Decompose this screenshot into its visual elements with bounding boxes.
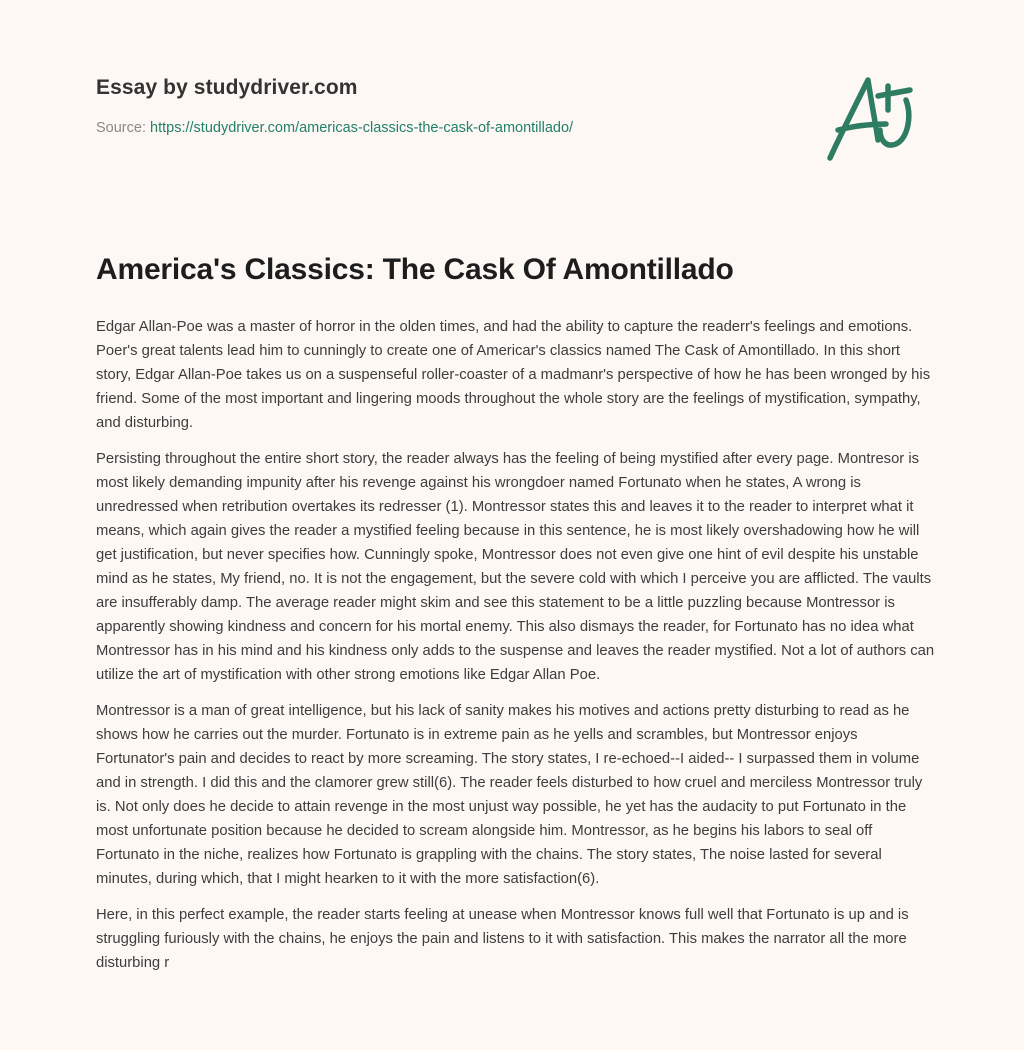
paragraph: Edgar Allan-Poe was a master of horror in the olden times, and had the ability to capture the readerr's feelings and emotions. Poer's great talents lead him to cunningly to create one of Americar's classics named The Cask of Amontillado. In this short story, Edgar Allan-Poe takes us on a suspenseful roller-coaster of a madmanr's perspective of how he has been wronged by his friend. Some of the most important and lingering moods throughout the whole story are the feelings of mystification, sympathy, and disturbing.	[96, 319, 931, 431]
source-line	[96, 120, 796, 136]
paragraph: Here, in this perfect example, the reader starts feeling at unease when Montressor knows full well that Fortunato is up and is struggling furiously with the chains, he enjoys the pain and listens to it with satisfaction. This makes the narrator all the more disturbing r	[96, 907, 909, 971]
source-link[interactable]: https://studydriver.com/americas-classics-the-cask-of-amontillado/	[150, 120, 574, 136]
site-brand: Essay by studydriver.com	[96, 76, 358, 99]
source-label: Source:	[96, 120, 146, 136]
paragraph: Persisting throughout the entire short story, the reader always has the feeling of being mystified after every page. Montresor is most likely demanding impunity after his revenge against his wrongdoer named Fortunato when he states, A wrong is unredressed when retribution overtakes its redresser (1). Montressor states this and leaves it to the reader to interpret what it means, which again gives the reader a mystified feeling because in this sentence, he is most likely overshadowing how he will get justification, but never specifies how. Cunningly spoke, Montressor does not even give one hint of evil despite his unstable mind as he states, My friend, no. It is not the engagement, but the severe cold with which I perceive you are afflicted. The vaults are insufferably damp. The average reader might skim and see this statement to be a little puzzling because Montressor is apparently showing kindness and concern for his mortal enemy. This also dismays the reader, for Fortunato has no idea what Montressor has in his mind and his kindness only adds to the suspense and leaves the reader mystified. Not a lot of authors can utilize the art of mystification with other strong emotions like Edgar Allan Poe.	[96, 451, 935, 683]
article-title: America's Classics: The Cask Of Amontillado	[96, 253, 734, 286]
article-body	[96, 315, 936, 987]
page-header	[96, 76, 796, 136]
a-plus-grade-icon	[820, 66, 930, 166]
paragraph: Montressor is a man of great intelligence, but his lack of sanity makes his motives and actions pretty disturbing to read as he shows how he carries out the murder. Fortunato is in extreme pain as he yells and scrambles, but Montressor enjoys Fortunator's pain and decides to react by more screaming. The story states, I re-echoed--I aided-- I surpassed them in volume and in strength. I did this and the clamorer grew still(6). The reader feels disturbed to how cruel and merciless Montressor truly is. Not only does he decide to attain revenge in the most unjust way possible, he yet has the audacity to put Fortunato in the most unfortunate position because he decided to scream alongside him. Montressor, as he begins his labors to seal off Fortunato in the niche, realizes how Fortunato is grappling with the chains. The story states, The noise lasted for several minutes, during which, that I might hearken to it with the more satisfaction(6).	[96, 703, 923, 887]
